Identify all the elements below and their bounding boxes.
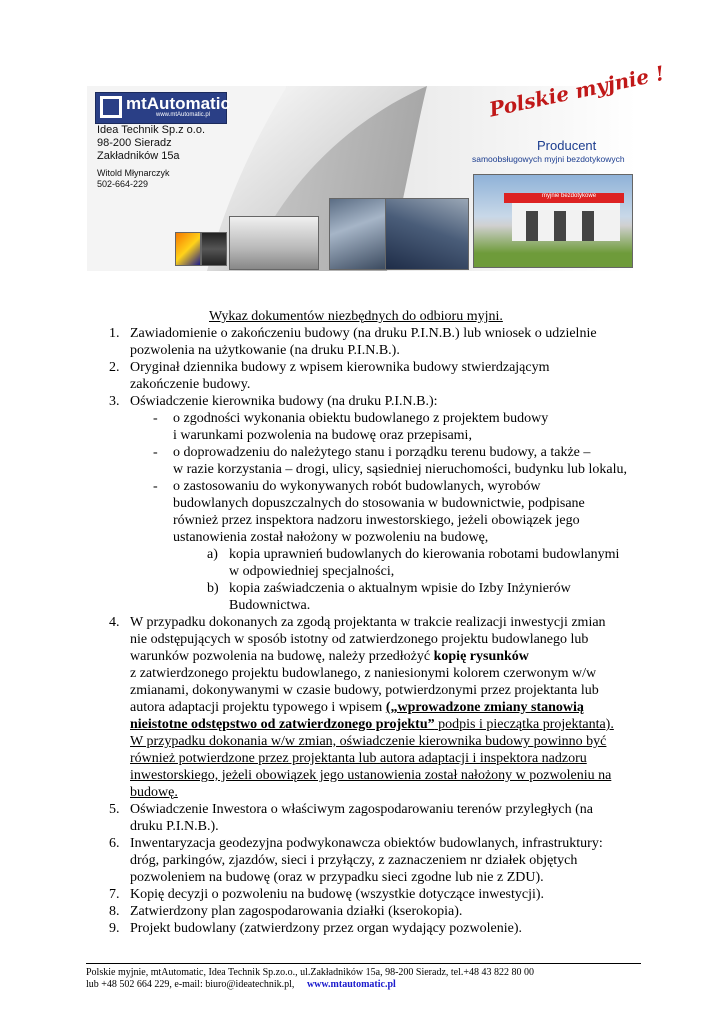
underlined-text: podpis i pieczątka projektanta). [434, 717, 614, 732]
underlined-text: również potwierdzone przez projektanta lub autora adaptacji i inspektora nadzoru [130, 751, 587, 766]
list-item-text: Kopię decyzji o pozwoleniu na budowę (wszystkie dotyczące inwestycji). [130, 887, 545, 902]
header-banner [87, 60, 667, 271]
emphasis-bold: kopię rysunków [433, 649, 529, 664]
contact-phone: 502-664-229 [97, 179, 149, 189]
list-number: 2. [109, 360, 120, 375]
photo-detail [175, 232, 201, 266]
document-title: Wykaz dokumentów niezbędnych do odbioru myjni. [209, 309, 503, 324]
sub-sub-text: w odpowiedniej specjalności, [229, 564, 395, 579]
list-item-text-part: warunków pozwolenia na budowę, należy przedłożyć [130, 649, 434, 664]
company-address [97, 124, 205, 163]
sub-sub-text: Budownictwa. [229, 598, 311, 613]
list-item-text: Oświadczenie kierownika budowy (na druku P.I.N.B.): [130, 394, 438, 409]
list-number: 9. [109, 921, 120, 936]
list-number: 1. [109, 326, 120, 341]
photo-device [201, 232, 227, 266]
sub-sub-letter: b) [207, 581, 219, 596]
sub-item-text: ustanowienia został nałożony w pozwoleniu na budowę, [173, 530, 489, 545]
website-link[interactable]: www.mtautomatic.pl [306, 979, 396, 990]
wash-roof [504, 193, 624, 203]
sub-item-text: również przez inspektora nadzoru inwestorskiego, jeżeli obowiązek jego [173, 513, 580, 528]
underlined-text: W przypadku dokonania w/w zmian, oświadczenie kierownika budowy powinno być [130, 734, 607, 749]
list-number: 8. [109, 904, 120, 919]
footer-contact: lub +48 502 664 229, e-mail: biuro@ideatechnik.pl, [86, 979, 295, 990]
sub-item-text: w razie korzystania – drogi, ulicy, sąsiedniej nieruchomości, budynku lub lokalu, [173, 462, 627, 477]
contact-name: Witold Młynarczyk [97, 168, 170, 178]
company-street: Zakładników 15a [97, 150, 180, 162]
footer-contact-line [86, 979, 534, 991]
photo-container [229, 216, 319, 270]
list-item-text: z zatwierdzonego projektu budowlanego, z naniesionymi kolorem czerwonym w/w [130, 666, 597, 681]
sub-sub-text: kopia zaświadczenia o aktualnym wpisie do Izby Inżynierów [229, 581, 571, 596]
sub-item-text: budowlanych dopuszczalnych do stosowania w budownictwie, podpisane [173, 496, 585, 511]
footer-divider [86, 963, 641, 964]
producent-heading: Producent [537, 138, 597, 153]
list-item-text [130, 699, 584, 716]
underlined-text: budowę. [130, 785, 178, 800]
wash-sign: myjnie bezdotykowe [542, 193, 597, 199]
wash-bay [582, 211, 594, 241]
company-city: 98-200 Sieradz [97, 137, 172, 149]
list-item-text: Inwentaryzacja geodezyjna podwykonawcza obiektów budowlanych, infrastruktury: [130, 836, 603, 851]
list-item-text-part: autora adaptacji projektu typowego i wpisem [130, 700, 386, 715]
list-item-text: W przypadku dokonanych za zgodą projektanta w trakcie realizacji inwestycji zmian [130, 615, 606, 630]
list-item-text: Projekt budowlany (zatwierdzony przez organ wydający pozwolenie). [130, 921, 522, 936]
slogan: Polskie myjnie ! [487, 60, 667, 122]
wash-bay [554, 211, 566, 241]
photo-car-wash [473, 174, 633, 268]
list-number: 7. [109, 887, 120, 902]
photo-machinery [329, 198, 386, 270]
list-item-text: nie odstępujących w sposób istotny od zatwierdzonego projektu budowlanego lub [130, 632, 589, 647]
list-item-text: zakończenie budowy. [130, 377, 251, 392]
list-number: 6. [109, 836, 120, 851]
wash-bay [526, 211, 538, 241]
logo-url: www.mtAutomatic.pl [156, 112, 211, 118]
list-number: 4. [109, 615, 120, 630]
bullet-dash: - [153, 445, 158, 460]
sub-item-text: o zastosowaniu do wykonywanych robót budowlanych, wyrobów [173, 479, 541, 494]
list-item-text [130, 716, 614, 733]
list-item-text: druku P.I.N.B.). [130, 819, 219, 834]
sub-sub-text: kopia uprawnień budowlanych do kierowania robotami budowlanymi [229, 547, 620, 562]
bullet-dash: - [153, 479, 158, 494]
emphasis-bold-underline: („wprowadzone zmiany stanowią [385, 700, 584, 715]
list-number: 3. [109, 394, 120, 409]
list-item-text: Zawiadomienie o zakończeniu budowy (na druku P.I.N.B.) lub wniosek o udzielnie [130, 326, 597, 341]
bullet-dash: - [153, 411, 158, 426]
footer-address: Polskie myjnie, mtAutomatic, Idea Technik Sp.zo.o., ul.Zakładników 15a, 98-200 Sieradz, tel.+48 43 822 80 00 [86, 967, 535, 978]
sub-item-text: o zgodności wykonania obiektu budowlanego z projektem budowy [173, 411, 549, 426]
sub-sub-letter: a) [207, 547, 218, 562]
sub-item-text: i warunkami pozwolenia na budowę oraz przepisami, [173, 428, 472, 443]
photo-pumps [385, 198, 469, 270]
list-number: 5. [109, 802, 120, 817]
list-item-text: Zatwierdzony plan zagospodarowania działki (kserokopia). [130, 904, 463, 919]
company-logo [95, 92, 230, 124]
list-item-text: pozwolenia na użytkowanie (na druku P.I.N.B.). [130, 343, 400, 358]
emphasis-bold-underline: nieistotne odstępstwo od zatwierdzonego projektu” [130, 717, 435, 732]
company-name: Idea Technik Sp.z o.o. [97, 124, 206, 136]
list-item-text: Oryginał dziennika budowy z wpisem kierownika budowy stwierdzającym [130, 360, 550, 375]
sub-item-text: o doprowadzeniu do należytego stanu i porządku terenu budowy, a także – [173, 445, 591, 460]
list-item-text: zmianami, dokonywanymi w czasie budowy, potwierdzonymi przez projektanta lub [130, 683, 599, 698]
page-footer [86, 967, 534, 991]
logo-mark-icon [100, 96, 122, 118]
producent-subtitle: samoobsługowych myjni bezdotykowych [472, 154, 625, 164]
list-item-text: dróg, parkingów, zjazdów, sieci i przyłączy, z zaznaczeniem nr działek objętych [130, 853, 578, 868]
underlined-text: inwestorskiego, jeżeli obowiązek jego ustanowienia został nałożony w pozwoleniu na [130, 768, 612, 783]
list-item-text: pozwoleniem na budowę (oraz w przypadku sieci zgodne lub nie z ZDU). [130, 870, 544, 885]
logo-name: mtAutomatic [126, 94, 230, 113]
list-item-text [130, 648, 529, 665]
list-item-text: Oświadczenie Inwestora o właściwym zagospodarowaniu terenów przyległych (na [130, 802, 593, 817]
contact-person [97, 168, 170, 190]
